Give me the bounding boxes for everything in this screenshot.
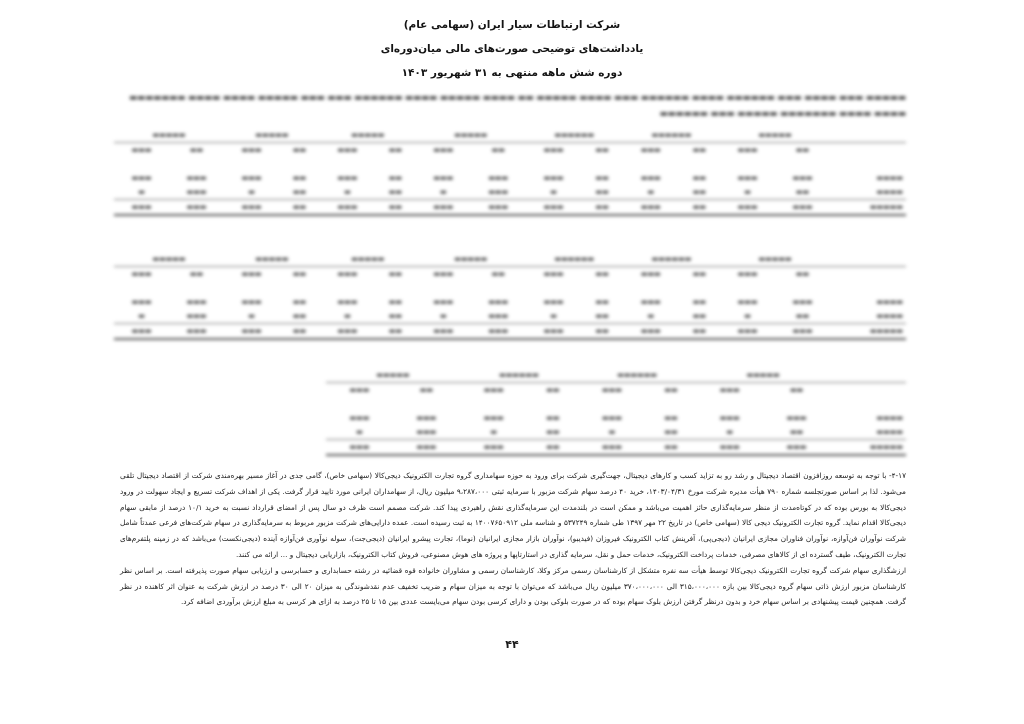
company-name: شرکت ارتباطات سیار ایران (سهامی عام): [403, 19, 621, 31]
blurred-table-1: ▬▬▬▬▬ ▬▬▬▬▬▬ ▬▬▬▬▬▬ ▬▬▬▬▬ ▬▬▬▬▬ ▬▬▬▬▬ ▬▬▬▬▬ ▬▬ ▬▬▬ ▬▬ ▬▬▬ ▬▬ ▬▬▬ ▬▬ ▬▬▬ ▬▬ ▬▬▬ ▬▬ ▬▬▬ ▬▬ ▬▬▬ ▬▬▬▬ ▬▬▬ ▬▬▬ ▬▬ ▬▬▬ ▬▬ ▬▬▬ ▬▬▬ ▬▬▬ ▬▬ ▬▬▬ ▬▬ ▬▬▬ ▬▬▬ ▬▬▬ ▬▬▬▬ ▬▬ ▬ ▬▬ ▬ ▬▬ ▬ ▬▬▬ ▬ ▬▬ ▬ ▬▬ ▬ ▬▬▬ ▬ ▬▬▬▬▬ ▬▬▬ ▬▬▬ ▬▬ ▬▬▬ ▬▬ ▬▬▬ ▬▬▬ ▬▬▬ ▬▬ ▬▬▬ ▬▬ ▬▬▬ ▬▬▬ ▬▬▬: [114, 128, 906, 216]
note-paragraph: ارزشگذاری سهام شرکت گروه تجارت الکترونیک دیجی‌کالا توسط هیأت سه نفره متشکل از کارشناسان رسمی مرکز وکلا، کارشناسان رسمی و مشاوران خانواده قوه قضائیه در رشته حسابداری و حسابرسی و ارزیابی سهام صورت پذیرفته است. بر اساس نظر کارشناسان مزبور ارزش ذاتی سهام گروه دیجی‌کالا بین بازه ۳۱۵،۰۰۰،۰۰۰ الی ۳۷۰،۰۰۰،۰۰۰ میلیون ریال می‌باشد که می‌توان با توجه به میزان سهام و ضریب تخفیف عدم نقدشوندگی به میزان ۲۰ الی ۳۰ درصد در ارزش شرکت به عنوان اثر کاهنده در نظر گرفت. همچنین قیمت پیشنهادی بر اساس سهام خرد و بدون درنظر گرفتن ارزش بلوک سهام بوده که در صورت بلوکی بودن و دارای کرسی بودن سهام می‌بایست عددی بین ۱۵ تا ۲۵ درصد به ازای هر کرسی به مبلغ ارزش برآوردی اضافه کرد.: [120, 565, 906, 607]
note-17-4: [120, 468, 906, 610]
statements-subtitle: یادداشت‌های توضیحی صورت‌های مالی میان‌دوره‌ای: [380, 43, 644, 55]
note-paragraph: ۴-۱۷- با توجه به توسعه روزافزون اقتصاد دیجیتال و رشد رو به تزاید کسب و کارهای دیجیتال، جهت‌گیری شرکت برای ورود به حوزه سهامداری گروه تجارت الکترونیک دیجی‌کالا (سهامی خاص)، گامی جدی در آغاز مسیر بهره‌مندی شرکت از اقتصاد دیجیتال تلقی می‌شود. لذا بر اساس صورتجلسه شماره ۷۹۰ هیأت مدیره شرکت مورخ ۱۴۰۳/۰۴/۳۱، خرید ۴۰ درصد سهام شرکت مزبور با سرمایه ثبتی ۹،۲۸۷،۰۰۰ میلیون ریال، از سهامداران ایرانی مورد تایید قرار گرفت. یکی از اهداف شرکت تسریع و ایجاد سهولت در ورود دیجی‌کالا به بورس بوده که در کوتاه‌مدت از منظر سرمایه‌گذاری حائز اهمیت می‌باشد و ممکن است در بلندمدت این سرمایه‌گذاری نقش راهبردی پیدا کند. شرکت مصمم است ظرف دو سال پس از امضای قرارداد نسبت به خرید ۱۰/۱ درصد از مابقی سهام دیجی‌کالا اقدام نماید. گروه تجارت الکترونیک دیجی کالا (سهامی خاص) در تاریخ ۲۲ مهر ۱۳۹۷ طی شماره ۵۳۷۲۴۹ و شناسه ملی ۱۴۰۰۷۶۵۰۹۱۲ به ثبت رسیده است. عمده دارایی‌های شرکت مزبور مربوط به سرمایه‌گذاری در سهام شرکت‌های فرعی عمدتاً شامل شرکت نوآوران فن‌آوازه، نوآوران فناوران مجازی ایرانیان (دیجی‌پی)، آفرینش کتاب الکترونیک فیروزان (فیدیبو)، نوآوران بازار مجازی ایرانیان (نوما)، تجارت پیشرو ایرانیان (دیجی‌جت)، سوله نوآوری فن‌آوازه آینده (دیجی‌نکست) می‌باشد که در زمینه پلتفرم‌های تجارت الکترونیک، طیف گسترده ای از کالاهای مصرفی، خدمات پرداخت الکترونیک، خدمات حمل و نقل، سرمایه گذاری در استارتاپها و پروژه های هوش مصنوعی، فروش کتاب الکترونیک، بازاریابی دیجیتال و ... ارائه می کنند.: [120, 471, 906, 559]
page-header: [0, 13, 1024, 85]
blurred-table-3: ▬▬▬▬▬ ▬▬▬▬▬▬ ▬▬▬▬▬▬ ▬▬▬▬▬ ▬▬ ▬▬▬ ▬▬ ▬▬▬ ▬▬ ▬▬▬ ▬▬ ▬▬▬ ▬▬▬▬ ▬▬▬ ▬▬▬ ▬▬ ▬▬▬ ▬▬ ▬▬▬ ▬▬▬ ▬▬▬ ▬▬▬▬ ▬▬ ▬ ▬▬ ▬ ▬▬ ▬ ▬▬▬ ▬ ▬▬▬▬▬ ▬▬▬ ▬▬▬ ▬▬ ▬▬▬ ▬▬ ▬▬▬ ▬▬▬ ▬▬▬: [326, 368, 906, 456]
page-number: ۴۴: [505, 638, 519, 651]
blurred-table-2: ▬▬▬▬▬ ▬▬▬▬▬▬ ▬▬▬▬▬▬ ▬▬▬▬▬ ▬▬▬▬▬ ▬▬▬▬▬ ▬▬▬▬▬ ▬▬ ▬▬▬ ▬▬ ▬▬▬ ▬▬ ▬▬▬ ▬▬ ▬▬▬ ▬▬ ▬▬▬ ▬▬ ▬▬▬ ▬▬ ▬▬▬ ▬▬▬▬ ▬▬▬ ▬▬▬ ▬▬ ▬▬▬ ▬▬ ▬▬▬ ▬▬▬ ▬▬▬ ▬▬ ▬▬▬ ▬▬ ▬▬▬ ▬▬▬ ▬▬▬ ▬▬▬▬ ▬▬ ▬ ▬▬ ▬ ▬▬ ▬ ▬▬▬ ▬ ▬▬ ▬ ▬▬ ▬ ▬▬▬ ▬ ▬▬▬▬▬ ▬▬▬ ▬▬▬ ▬▬ ▬▬▬ ▬▬ ▬▬▬ ▬▬▬ ▬▬▬ ▬▬ ▬▬▬ ▬▬ ▬▬▬ ▬▬▬ ▬▬▬: [114, 252, 906, 340]
period-title: دوره شش ماهه منتهی به ۳۱ شهریور ۱۴۰۳: [401, 67, 623, 79]
blurred-intro-paragraph: ▬▬▬▬▬ ▬▬▬ ▬▬▬▬ ▬▬▬ ▬▬▬▬▬▬ ▬▬▬▬ ▬▬▬▬▬▬ ▬▬▬ ▬▬▬▬ ▬▬▬▬▬ ▬▬ ▬▬▬▬ ▬▬▬▬▬ ▬▬▬▬ ▬▬▬▬▬▬ ▬▬▬ ▬▬▬ ▬▬▬▬▬ ▬▬▬▬ ▬▬▬▬ ▬▬▬▬▬▬▬ ▬▬▬▬ ▬▬▬▬ ▬▬▬▬▬▬▬ ▬▬▬▬▬ ▬▬▬ ▬▬▬▬▬▬: [129, 93, 906, 119]
